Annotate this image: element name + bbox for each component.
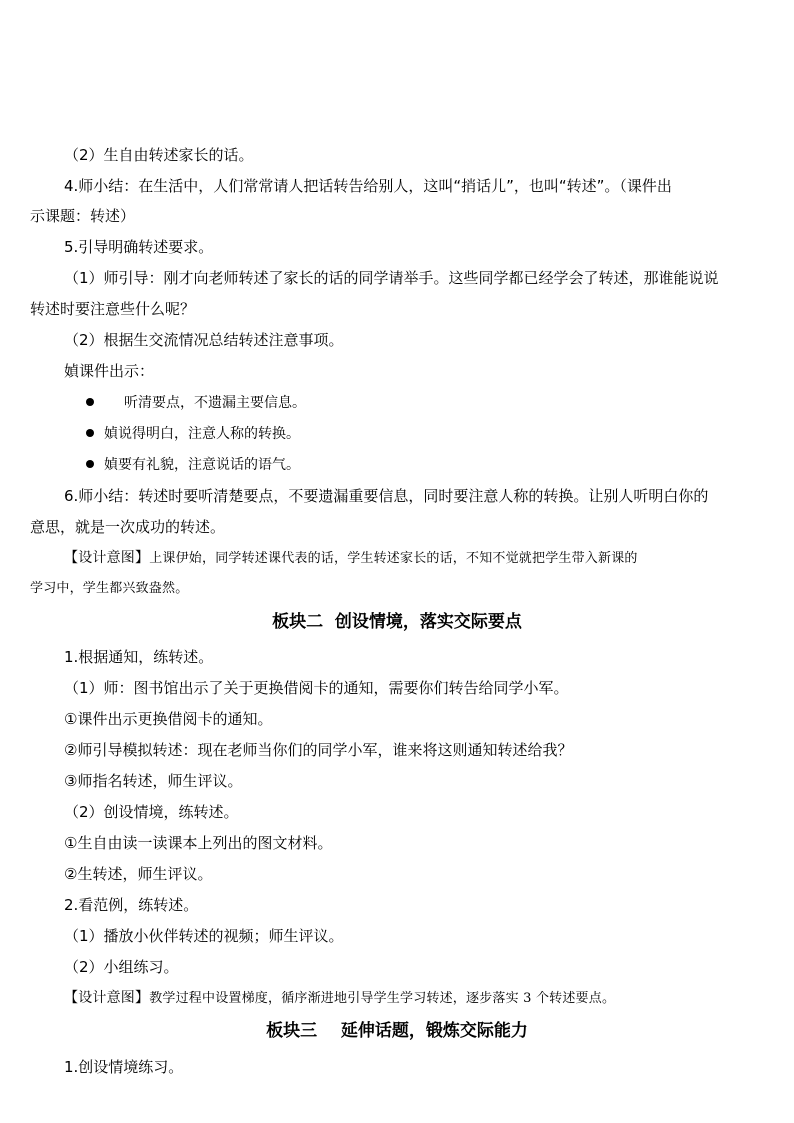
bullet-icon xyxy=(86,429,94,437)
section-heading: 板块二 创设情境，落实交际要点 xyxy=(272,612,522,632)
list-item xyxy=(86,456,300,474)
bullet-icon xyxy=(86,398,94,406)
paragraph-line: （2）根据生交流情况总结转述注意事项。 xyxy=(64,331,344,349)
design-intent xyxy=(64,989,794,1008)
paragraph-line: ①课件出示更换借阅卡的通知。 xyxy=(64,710,273,728)
paragraph-line: 媜课件出示： xyxy=(64,362,155,380)
paragraph-line: 示课题：转述） xyxy=(30,207,136,225)
paragraph-line: 4.师小结：在生活中，人们常常请人把话转告给别人，这叫“捎话儿”，也叫“转述”。（课件出 xyxy=(64,177,672,195)
design-intent-continued: 学习中，学生都兴致盎然。 xyxy=(30,581,189,596)
bullet-icon xyxy=(86,460,94,468)
section-heading: 板块三 延伸话题，锻炼交际能力 xyxy=(266,1021,528,1041)
paragraph-line: 意思，就是一次成功的转述。 xyxy=(30,518,226,536)
list-item xyxy=(86,394,306,412)
paragraph-line: ①生自由读一读课本上列出的图文材料。 xyxy=(64,834,333,852)
paragraph-line: 1.创设情境练习。 xyxy=(64,1058,184,1076)
paragraph-line: （1）播放小伙伴转述的视频；师生评议。 xyxy=(64,927,344,945)
paragraph-line: ③师指名转述，师生评议。 xyxy=(64,772,243,790)
design-intent-text: 教学过程中设置梯度，循序渐进地引导学生学习转述，逐步落实 3 个转述要点。 xyxy=(149,991,616,1006)
paragraph-line: 转述时要注意些什么呢？ xyxy=(30,300,196,318)
paragraph-line: ②生转述，师生评议。 xyxy=(64,865,213,883)
paragraph-line: （2）创设情境，练转述。 xyxy=(64,803,239,821)
paragraph-line: 2.看范例，练转述。 xyxy=(64,896,199,914)
paragraph-line: 1.根据通知，练转述。 xyxy=(64,648,214,666)
paragraph-line: 5.引导明确转述要求。 xyxy=(64,238,214,256)
design-intent-tag: 【设计意图】 xyxy=(64,990,150,1006)
paragraph-line: ②师引导模拟转述：现在老师当你们的同学小军，谁来将这则通知转述给我？ xyxy=(64,741,573,759)
paragraph-line: （2）生自由转述家长的话。 xyxy=(64,146,254,164)
list-item-text: 媜要有礼貌，注意说话的语气。 xyxy=(104,457,300,473)
paragraph-line: （1）师：图书馆出示了关于更换借阅卡的通知，需要你们转告给同学小军。 xyxy=(64,679,569,697)
paragraph-line: （1）师引导：刚才向老师转述了家长的话的同学请举手。这些同学都已经学会了转述，那谁能说说 xyxy=(64,269,719,287)
design-intent-text: 上课伊始，同学转述课代表的话，学生转述家长的话，不知不觉就把学生带入新课的 xyxy=(149,551,638,566)
list-item-text: 媜说得明白，注意人称的转换。 xyxy=(104,426,300,442)
paragraph-line: 6.师小结：转述时要听清楚要点，不要遗漏重要信息，同时要注意人称的转换。让别人听明白你的 xyxy=(64,487,709,505)
design-intent xyxy=(64,549,794,568)
paragraph-line: （2）小组练习。 xyxy=(64,958,179,976)
list-item xyxy=(86,425,300,443)
list-item-text: 听清要点，不遗漏主要信息。 xyxy=(124,395,306,411)
design-intent-tag: 【设计意图】 xyxy=(64,550,150,566)
